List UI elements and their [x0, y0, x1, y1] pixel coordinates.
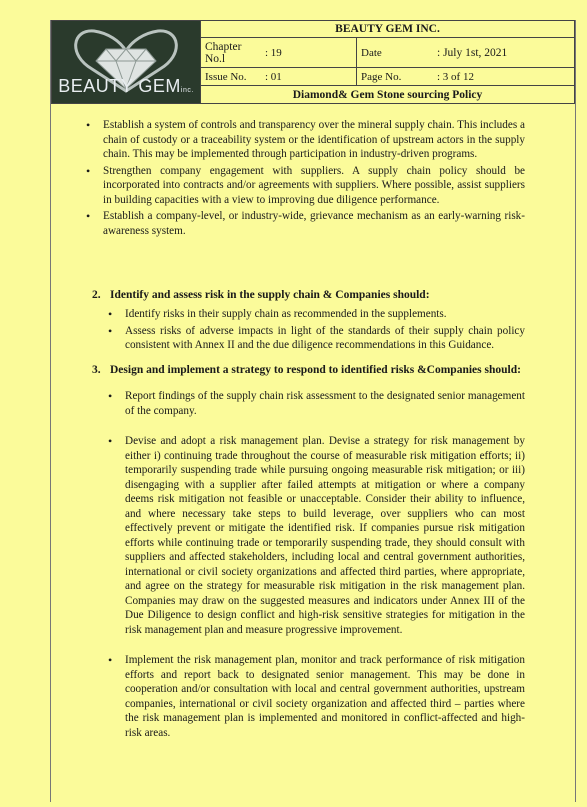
logo-wordmark: BEAUTY GEMinc.	[58, 76, 194, 96]
company-logo	[52, 21, 201, 103]
company-name: BEAUTY GEM INC.	[201, 21, 574, 38]
page-value: : 3 of 12	[433, 68, 574, 86]
header-info-table	[201, 21, 574, 103]
list-item: • Identify risks in their supply chain as recommended in the supplements.	[108, 307, 525, 322]
document-header	[51, 20, 575, 104]
chapter-value: : 19	[261, 38, 357, 68]
list-item: • Establish a company-level, or industry-wide, grievance mechanism as an early-warning risk-awareness system.	[86, 209, 525, 238]
chapter-label: Chapter No.l	[201, 38, 261, 68]
list-item: • Assess risks of adverse impacts in light of the standards of their supply chain policy consistent with Annex II and the due diligence recommendations in this Guidance.	[108, 324, 525, 353]
section-2-heading: 2. Identify and assess risk in the supply chain & Companies should:	[92, 289, 430, 301]
policy-title: Diamond& Gem Stone sourcing Policy	[292, 88, 483, 101]
section-3-bullets	[108, 389, 525, 740]
section-3-heading: 3. Design and implement a strategy to respond to identified risks &Companies should:	[92, 364, 521, 376]
date-label: Date	[357, 38, 433, 68]
date-value: : July 1st, 2021	[433, 38, 574, 68]
issue-label: Issue No.	[201, 68, 261, 86]
list-item: • Report findings of the supply chain risk assessment to the designated senior management of the company.	[108, 389, 525, 418]
list-item: • Implement the risk management plan, monitor and track performance of risk mitigation efforts and report back to designated senior management. This may be done in cooperation and/or consultation with local and central government authorities, upstream companies, international or civil society organization and affected third – parties where the risk management plan is implemented and monitored in conflict-affected and high-risk areas.	[108, 653, 525, 740]
intro-bullet-list	[86, 118, 525, 238]
list-item: • Strengthen company engagement with suppliers. A supply chain policy should be incorporated into contracts and/or agreements with suppliers. Where possible, assist suppliers in building capacities with a view to improving due diligence performance.	[86, 164, 525, 208]
page-label: Page No.	[357, 68, 433, 86]
issue-value: : 01	[261, 68, 357, 86]
section-2-bullets	[108, 307, 525, 353]
list-item: • Devise and adopt a risk management plan. Devise a strategy for risk management by either i) continuing trade throughout the course of measurable risk mitigation efforts; ii) temporarily suspending trade while pursuing ongoing measurable risk mitigation; or iii) disengaging with a supplier after failed attempts at mitigation or where a company deems risk mitigation not feasible or unacceptable. Consider their ability to influence, and where necessary take steps to build leverage, over suppliers who can most effectively prevent or mitigate the identified risk. If companies pursue risk mitigation efforts while continuing trade or temporarily suspending trade, they should consult with suppliers and affected stakeholders, including local and central government authorities, international or civil society organizations and affected third parties, where appropriate, and agree on the strategy for measurable risk mitigation in the risk management plan. Companies may draw on the suggested measures and indicators under Annex III of the Due Diligence to design conflict and high-risk sensitive strategies for mitigation in the risk management plan and measure progressive improvement.	[108, 434, 525, 637]
list-item: • Establish a system of controls and transparency over the mineral supply chain. This includes a chain of custody or a traceability system or the identification of upstream actors in the supply chain. This may be implemented through participation in industry-driven programs.	[86, 118, 525, 162]
